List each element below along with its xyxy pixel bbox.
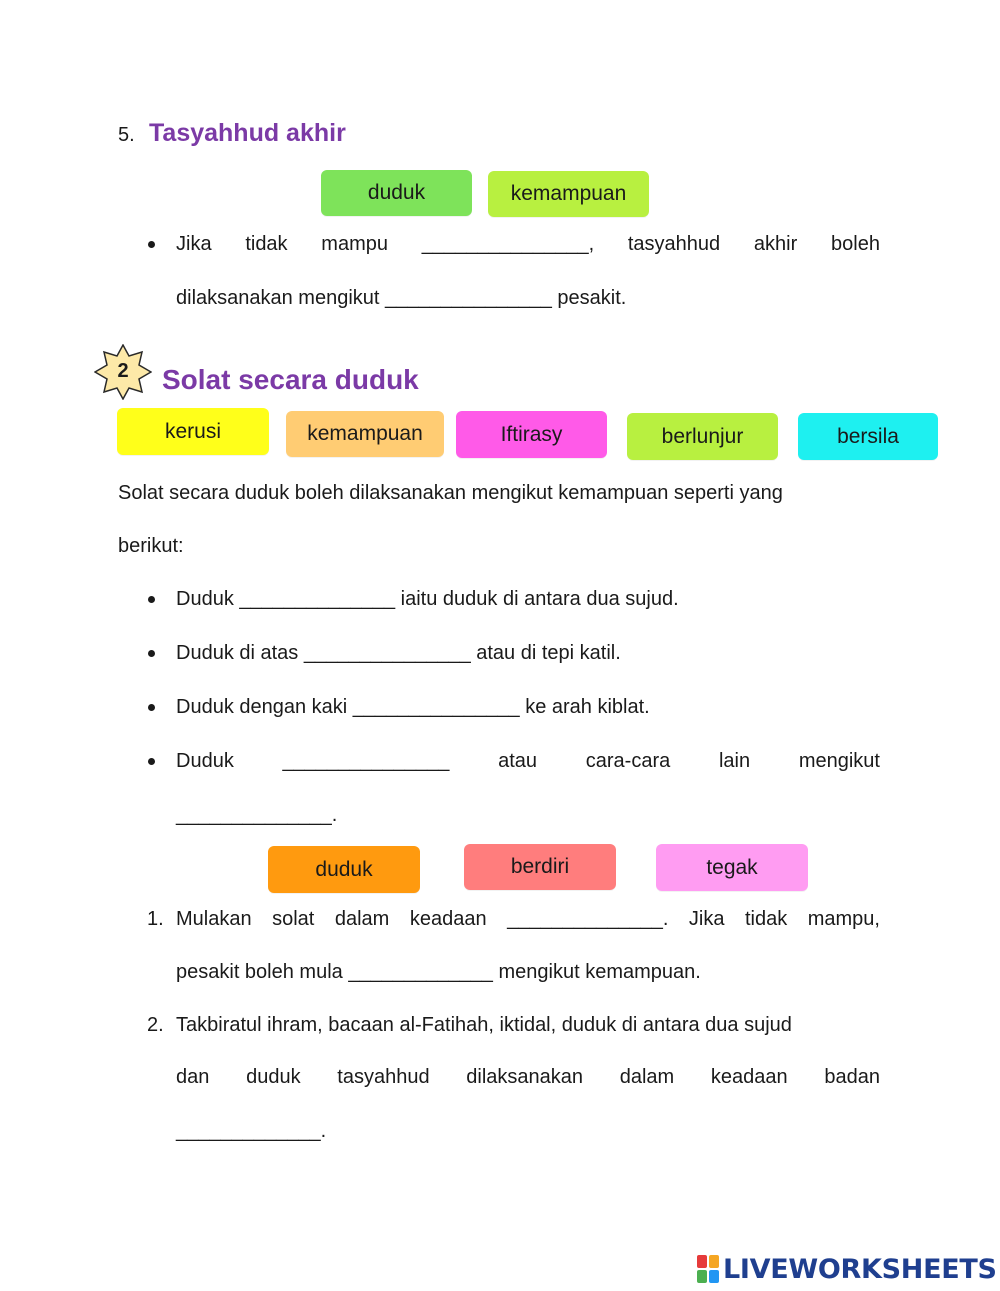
word: solat bbox=[272, 908, 315, 930]
answer-chip-berdiri[interactable]: berdiri bbox=[464, 844, 616, 890]
duduk-bullet-4-line-2[interactable]: ______________. bbox=[176, 804, 338, 826]
word: dan bbox=[176, 1066, 210, 1088]
answer-chip-kemampuan-2[interactable]: kemampuan bbox=[286, 411, 444, 457]
item-1-line-1 bbox=[176, 907, 880, 931]
item-2-number: 2. bbox=[147, 1014, 164, 1036]
word: lain bbox=[718, 750, 751, 772]
word: mampu bbox=[321, 233, 388, 255]
word: tasyahhud bbox=[337, 1066, 430, 1088]
item-2-line-2 bbox=[176, 1065, 880, 1089]
blank-field[interactable]: _______________ bbox=[282, 750, 450, 772]
tasyahhud-line-1 bbox=[176, 232, 880, 256]
word: tidak bbox=[245, 233, 288, 255]
word: tidak bbox=[744, 908, 788, 930]
item-2-line-1: Takbiratul ihram, bacaan al-Fatihah, iktidal, duduk di antara dua sujud bbox=[176, 1014, 792, 1036]
answer-chip-kemampuan[interactable]: kemampuan bbox=[488, 171, 649, 217]
word: dilaksanakan bbox=[466, 1066, 584, 1088]
bullet-dot bbox=[148, 650, 155, 657]
duduk-bullet-3[interactable]: Duduk dengan kaki _______________ ke arah kiblat. bbox=[176, 696, 650, 718]
liveworksheets-logo-icon bbox=[697, 1255, 721, 1285]
answer-chip-berlunjur[interactable]: berlunjur bbox=[627, 413, 778, 460]
bullet-dot bbox=[148, 596, 155, 603]
word: mampu, bbox=[807, 908, 880, 930]
item-1-line-2[interactable]: pesakit boleh mula _____________ mengikut kemampuan. bbox=[176, 961, 701, 983]
bullet-dot bbox=[148, 758, 155, 765]
item-1-number: 1. bbox=[147, 908, 164, 930]
tasyahhud-line-2[interactable]: dilaksanakan mengikut _______________ pesakit. bbox=[176, 287, 627, 309]
answer-chip-iftirasy[interactable]: Iftirasy bbox=[456, 411, 607, 458]
word: keadaan bbox=[710, 1066, 788, 1088]
word: tasyahhud bbox=[627, 233, 721, 255]
blank-field[interactable]: _______________, bbox=[421, 233, 595, 255]
answer-chip-duduk[interactable]: duduk bbox=[321, 170, 472, 216]
blank-field[interactable]: ______________. bbox=[507, 908, 669, 930]
word: mengikut bbox=[798, 750, 880, 772]
intro-line-1: Solat secara duduk boleh dilaksanakan mengikut kemampuan seperti yang bbox=[118, 482, 783, 504]
word: Jika bbox=[176, 233, 212, 255]
word: cara-cara bbox=[585, 750, 671, 772]
duduk-bullet-4 bbox=[176, 749, 880, 773]
bullet-dot bbox=[148, 241, 155, 248]
word: duduk bbox=[246, 1066, 301, 1088]
word: dalam bbox=[619, 1066, 675, 1088]
word: Jika bbox=[688, 908, 725, 930]
word: akhir bbox=[753, 233, 798, 255]
item-2-line-3[interactable]: _____________. bbox=[176, 1120, 327, 1142]
section-2-title: Solat secara duduk bbox=[162, 364, 419, 395]
section-badge-number: 2 bbox=[117, 360, 129, 382]
bullet-dot bbox=[148, 704, 155, 711]
liveworksheets-logo bbox=[697, 1254, 997, 1285]
section-5-number: 5. bbox=[118, 124, 135, 146]
liveworksheets-logo-text: LIVEWORKSHEETS bbox=[723, 1254, 997, 1285]
answer-chip-bersila[interactable]: bersila bbox=[798, 413, 938, 460]
word: dalam bbox=[334, 908, 390, 930]
word: Duduk bbox=[176, 750, 234, 772]
word: badan bbox=[824, 1066, 880, 1088]
duduk-bullet-1[interactable]: Duduk ______________ iaitu duduk di antara dua sujud. bbox=[176, 588, 679, 610]
word: Mulakan bbox=[176, 908, 252, 930]
answer-chip-kerusi[interactable]: kerusi bbox=[117, 408, 269, 455]
duduk-bullet-2[interactable]: Duduk di atas _______________ atau di tepi katil. bbox=[176, 642, 621, 664]
word: boleh bbox=[831, 233, 880, 255]
section-5-title: Tasyahhud akhir bbox=[149, 119, 346, 147]
word: keadaan bbox=[409, 908, 487, 930]
answer-chip-duduk-2[interactable]: duduk bbox=[268, 846, 420, 893]
intro-line-2: berikut: bbox=[118, 535, 184, 557]
answer-chip-tegak[interactable]: tegak bbox=[656, 844, 808, 891]
word: atau bbox=[498, 750, 538, 772]
